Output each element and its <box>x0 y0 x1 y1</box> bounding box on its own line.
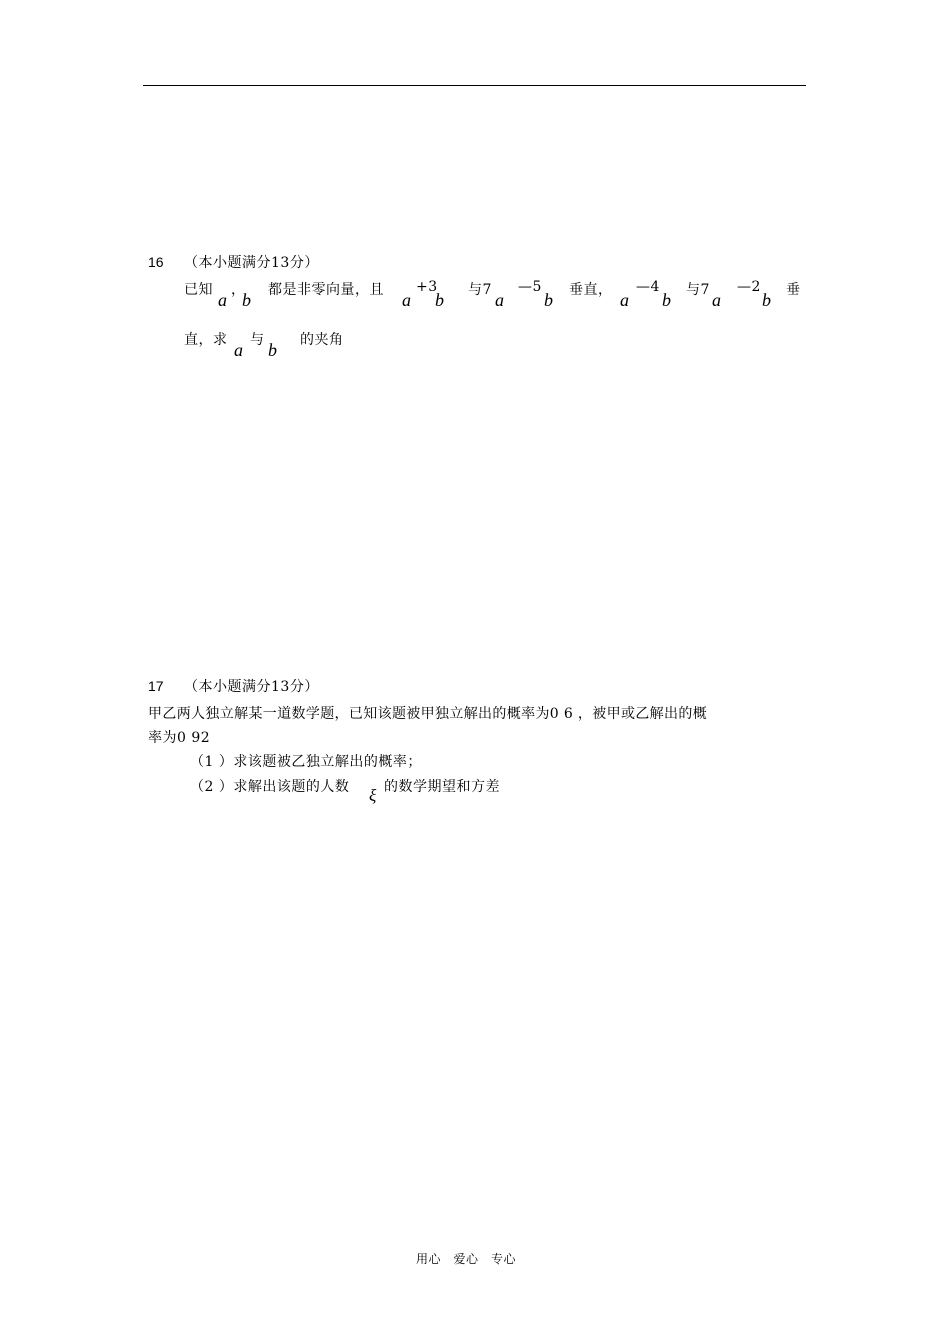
q16-text-minus4: —4 <box>636 279 660 295</box>
vector-a-symbol: a <box>495 290 504 310</box>
q16-text-perp-wrap: 垂 <box>786 282 801 298</box>
q16-text-perpendicular: 垂直， <box>569 282 613 298</box>
question-17-score: （本小题满分13分） <box>184 679 319 695</box>
question-16-number: 16 <box>148 254 164 270</box>
vector-b-symbol: b <box>242 290 251 310</box>
q16-text-with-7: 与7 <box>468 282 492 298</box>
question-17-stem-line-2: 率为0 92 <box>148 730 211 746</box>
page-footer: 用心 爱心 专心 <box>416 1252 517 1266</box>
xi-symbol: ξ <box>369 786 377 805</box>
q17-part-2-suffix: 的数学期望和方差 <box>384 779 500 795</box>
q16-text-with: 与 <box>250 332 265 348</box>
q16-text-plus3: +3 <box>416 279 438 295</box>
vector-b-symbol: b <box>762 290 771 310</box>
vector-a-symbol: a <box>218 290 227 310</box>
vector-b-symbol: b <box>268 340 277 360</box>
q16-text-minus5: —5 <box>518 279 542 295</box>
q16-text-known: 已知 <box>184 282 213 298</box>
q16-text-angle: 的夹角 <box>300 332 344 348</box>
question-16-score: （本小题满分13分） <box>184 255 319 271</box>
q16-text-comma: ， <box>231 282 246 298</box>
vector-b-symbol: b <box>435 290 444 310</box>
q16-text-with-7-second: 与7 <box>686 282 710 298</box>
question-17-part-1: （1 ）求该题被乙独立解出的概率； <box>190 754 422 770</box>
q16-text-nonzero: 都是非零向量，且 <box>268 282 384 298</box>
vector-b-symbol: b <box>544 290 553 310</box>
vector-a-symbol: a <box>620 290 629 310</box>
question-17-stem-line-1: 甲乙两人独立解某一道数学题，已知该题被甲独立解出的概率为0 6 ，被甲或乙解出的概 <box>148 706 708 722</box>
vector-a-symbol: a <box>712 290 721 310</box>
header-rule <box>143 85 806 86</box>
question-17-number: 17 <box>148 678 164 694</box>
vector-b-symbol: b <box>662 290 671 310</box>
q17-part-2-prefix: （2 ）求解出该题的人数 <box>190 779 350 795</box>
q16-text-find: 直，求 <box>184 332 228 348</box>
q16-text-minus2: —2 <box>737 279 761 295</box>
vector-a-symbol: a <box>402 290 411 310</box>
vector-a-symbol: a <box>234 340 243 360</box>
